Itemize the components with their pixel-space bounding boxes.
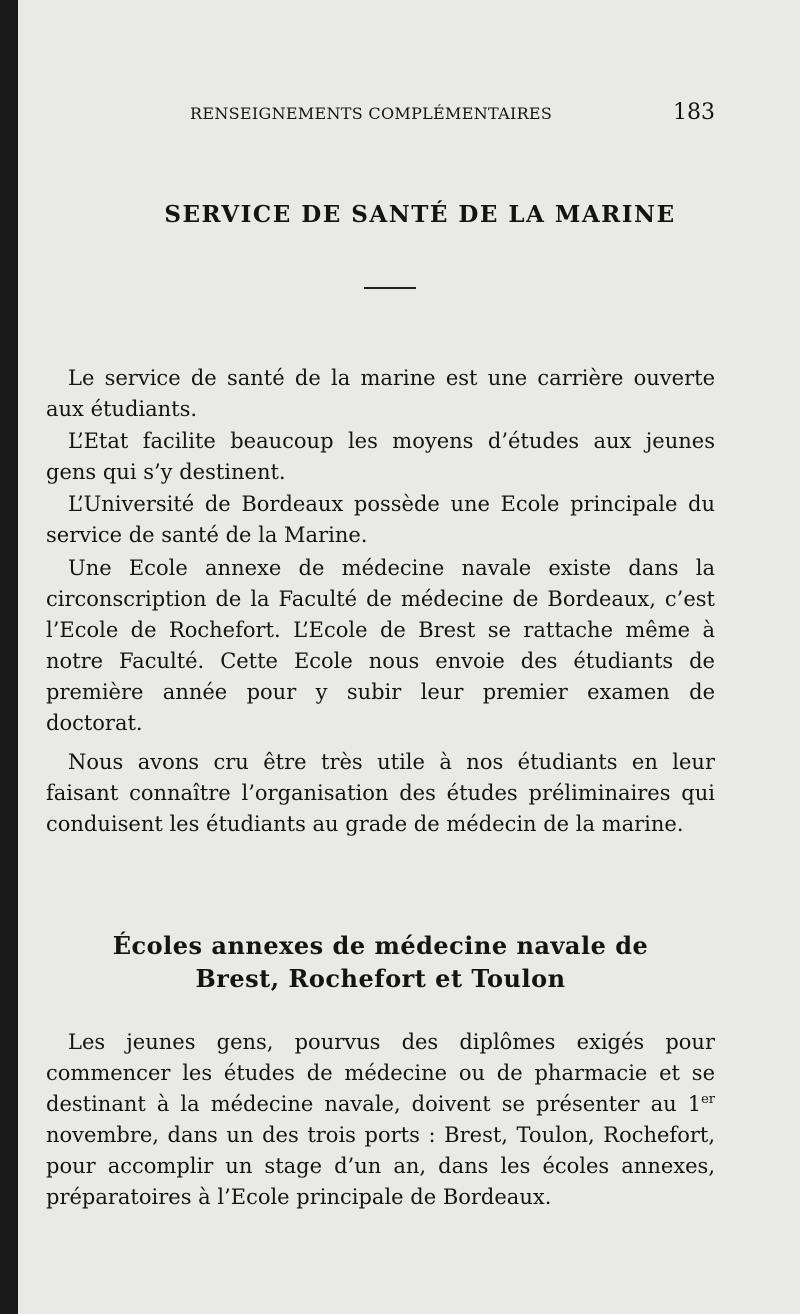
subheading-line-1: Écoles annexes de médecine navale de: [112, 931, 649, 960]
paragraph-5: [46, 747, 715, 840]
paragraph-2-text: L’Etat facilite beaucoup les moyens d’études aux jeunes gens qui s’y destinent.: [46, 429, 715, 484]
paragraph-3: [46, 489, 715, 551]
paragraph-3-text: L’Université de Bordeaux possède une Ecole principale du service de santé de la Marine.: [46, 492, 715, 547]
paragraph-4: [46, 553, 715, 739]
section-title: SERVICE DE SANTÉ DE LA MARINE: [164, 201, 676, 228]
paragraph-6-text-b: novembre, dans un des trois ports : Brest, Toulon, Rochefort, pour accomplir un stage d’un an, dans les écoles annexes, préparatoires à l’Ecole principale de Bordeaux.: [46, 1123, 715, 1209]
paragraph-6: [46, 1027, 715, 1213]
superscript-er: er: [701, 1092, 715, 1107]
running-header: RENSEIGNEMENTS COMPLÉMENTAIRES: [190, 104, 553, 123]
page-number: 183: [673, 100, 715, 125]
subheading: [46, 929, 715, 995]
paragraph-6-text-a: Les jeunes gens, pourvus des diplômes exigés pour commencer les études de médecine ou de pharmacie et se destinant à la médecine navale, doivent se présenter au 1: [46, 1030, 715, 1116]
book-page: [18, 0, 800, 1314]
subheading-line-2: Brest, Rochefort et Toulon: [195, 964, 566, 993]
title-rule: [364, 287, 416, 289]
paragraph-5-text: Nous avons cru être très utile à nos étudiants en leur faisant connaître l’organisation des études préliminaires qui conduisent les étudiants au grade de médecin de la marine.: [46, 750, 715, 836]
paragraph-2: [46, 426, 715, 488]
paragraph-1-text: Le service de santé de la marine est une carrière ouverte aux étudiants.: [46, 366, 715, 421]
paragraph-4-text: Une Ecole annexe de médecine navale existe dans la circonscription de la Faculté de médecine de Bordeaux, c’est l’Ecole de Rochefort. L’Ecole de Brest se rattache même à notre Faculté. Cette Ecole nous envoie des étudiants de première année pour y subir leur premier examen de doctorat.: [46, 556, 715, 735]
paragraph-1: [46, 363, 715, 425]
